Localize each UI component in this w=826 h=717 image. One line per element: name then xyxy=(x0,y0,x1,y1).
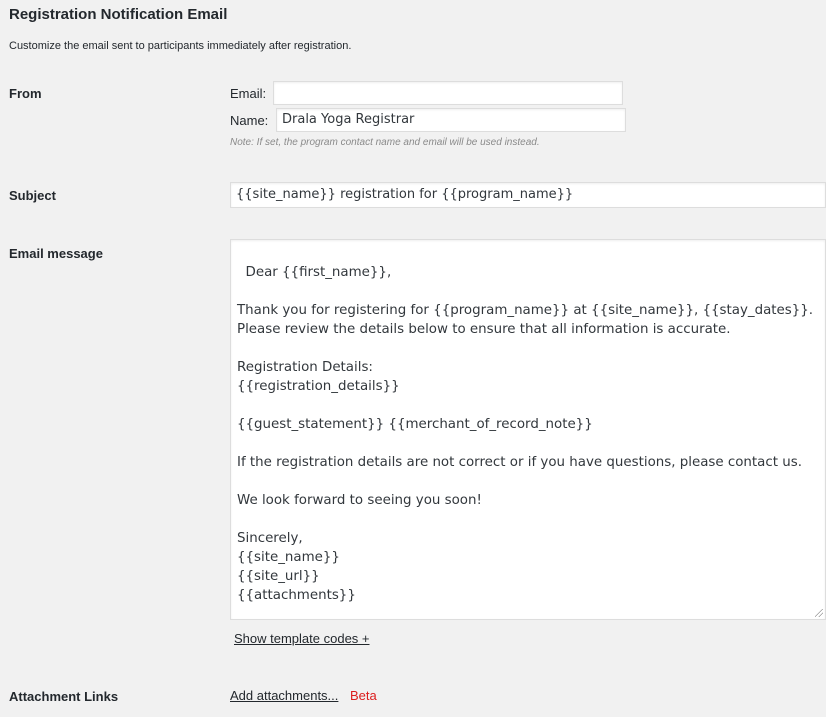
from-note: Note: If set, the program contact name and email will be used instead. xyxy=(230,137,540,148)
name-field[interactable]: Drala Yoga Registrar xyxy=(276,108,626,132)
email-message-textarea[interactable] xyxy=(230,239,826,620)
beta-badge: Beta xyxy=(350,688,377,703)
subject-label: Subject xyxy=(9,188,56,203)
email-message-label: Email message xyxy=(9,246,103,261)
name-label: Name: xyxy=(230,113,269,128)
from-label: From xyxy=(9,86,42,101)
email-message-text: Dear {{first_name}}, Thank you for registering for {{program_name}} at {{site_name}}, {{stay_dates}}. Please review the details below to ensure that all information is accurate. Registration Details: {{registration_details}} {{guest_statement}} {{merchant_of_record_note}} If the registration details are not correct or if you have questions, please contact us. We look forward to seeing you soon! Sincerely, {{site_name}} {{site_url}} {{attachments}} xyxy=(237,265,814,603)
add-attachments-link[interactable]: Add attachments... xyxy=(230,688,339,703)
section-title: Registration Notification Email xyxy=(9,6,228,23)
subject-field[interactable]: {{site_name}} registration for {{program_name}} xyxy=(230,182,826,208)
resize-handle[interactable] xyxy=(815,609,823,617)
email-label: Email: xyxy=(230,86,267,101)
show-template-codes-link[interactable]: Show template codes + xyxy=(234,631,370,646)
section-description: Customize the email sent to participants immediately after registration. xyxy=(9,40,352,52)
attachment-links-label: Attachment Links xyxy=(9,689,119,704)
email-field[interactable] xyxy=(273,81,623,105)
